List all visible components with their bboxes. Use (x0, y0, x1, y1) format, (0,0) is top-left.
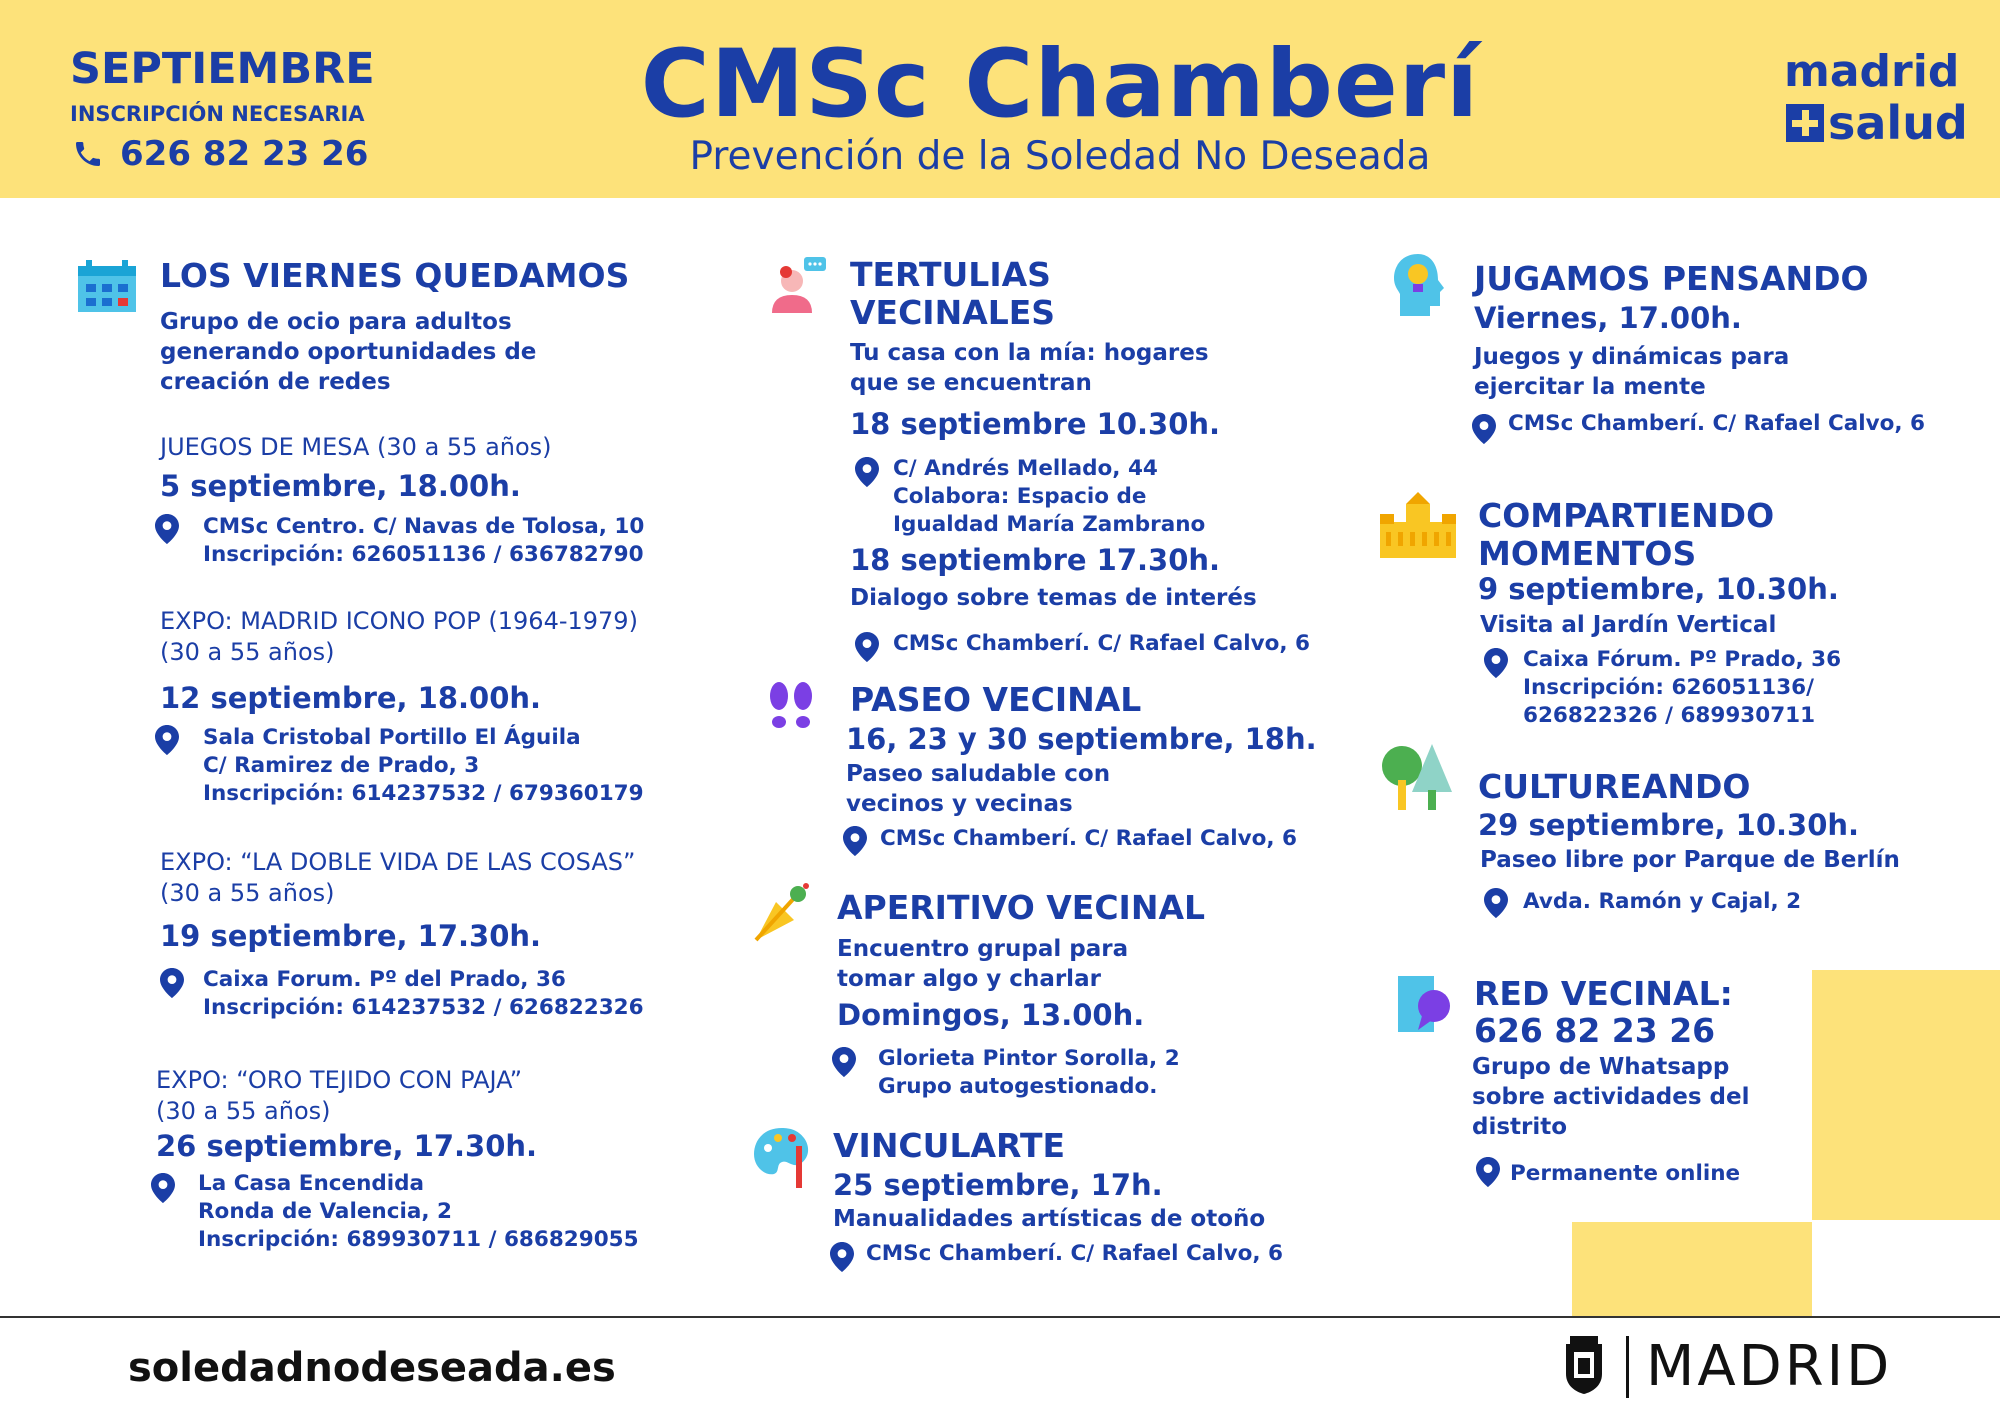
header-phone-number: 626 82 23 26 (120, 134, 369, 174)
head-bulb-icon (1390, 252, 1446, 318)
section-title-red: RED VECINAL: 626 82 23 26 (1474, 974, 1733, 1050)
event-location: CMSc Chamberí. C/ Rafael Calvo, 6 (1508, 411, 1926, 436)
event-location: CMSc Chamberí. C/ Rafael Calvo, 6 (880, 826, 1298, 851)
event-date: 12 septiembre, 18.00h. (160, 681, 542, 715)
footer-separator (1626, 1336, 1629, 1398)
website-link[interactable]: soledadnodeseada.es (128, 1345, 616, 1391)
section-title-tertulias: TERTULIAS VECINALES (850, 255, 1056, 332)
section-desc-viernes: Grupo de ocio para adultos generando oportunidades de creación de redes (160, 309, 537, 395)
section-title-aperitivo: APERITIVO VECINAL (837, 888, 1206, 927)
event-date: 16, 23 y 30 septiembre, 18h. (846, 722, 1317, 756)
event-location: Caixa Fórum. Pº Prado, 36 Inscripción: 626051136/ 626822326 / 689930711 (1523, 647, 1842, 728)
section-desc-aperitivo: Encuentro grupal para tomar algo y charlar (837, 936, 1129, 992)
footprints-icon (766, 680, 816, 730)
location-pin-icon (151, 1173, 175, 1203)
location-pin-icon (1472, 414, 1496, 444)
event-desc: Visita al Jardín Vertical (1480, 612, 1777, 638)
event-location: Permanente online (1510, 1161, 1741, 1186)
event-desc: Manualidades artísticas de otoño (833, 1206, 1266, 1232)
header-phone[interactable] (72, 134, 368, 174)
event-location: Glorieta Pintor Sorolla, 2 Grupo autogestionado. (878, 1046, 1180, 1099)
registration-note: INSCRIPCIÓN NECESARIA (70, 102, 365, 126)
section-title-jugamos: JUGAMOS PENSANDO (1474, 259, 1869, 298)
event-location: La Casa Encendida Ronda de Valencia, 2 Inscripción: 689930711 / 686829055 (198, 1171, 639, 1252)
section-desc-tertulias: Tu casa con la mía: hogares que se encuentran (850, 340, 1209, 396)
page-title: CMSc Chamberí (640, 30, 1480, 139)
section-title-paseo: PASEO VECINAL (850, 680, 1142, 719)
location-pin-icon (155, 514, 179, 544)
chat-bubbles-icon (1396, 976, 1454, 1034)
madrid-wordmark: MADRID (1646, 1334, 1893, 1399)
event-subtitle: EXPO: MADRID ICONO POP (1964-1979) (30 a 55 años) (160, 607, 638, 666)
calendar-icon (76, 258, 138, 314)
event-date: 18 septiembre 17.30h. (850, 543, 1221, 577)
madrid-crest-icon (1560, 1334, 1608, 1396)
event-date: 5 septiembre, 18.00h. (160, 469, 521, 503)
section-title-cultureando: CULTUREANDO (1478, 767, 1751, 806)
phone-icon (72, 138, 104, 170)
location-pin-icon (832, 1047, 856, 1077)
trees-icon (1380, 744, 1456, 812)
logo-salud-text: salud (1828, 96, 1968, 150)
event-location: C/ Andrés Mellado, 44 Colabora: Espacio de Igualdad María Zambrano (893, 456, 1206, 537)
section-desc-red: Grupo de Whatsapp sobre actividades del distrito (1472, 1054, 1750, 1140)
event-date: 29 septiembre, 10.30h. (1478, 808, 1860, 842)
section-desc-jugamos: Juegos y dinámicas para ejercitar la mente (1474, 344, 1790, 400)
location-pin-icon (1476, 1157, 1500, 1187)
event-subtitle: EXPO: “LA DOBLE VIDA DE LAS COSAS” (30 a 55 años) (160, 848, 636, 907)
section-desc-paseo: Paseo saludable con vecinos y vecinas (846, 761, 1111, 817)
location-pin-icon (855, 632, 879, 662)
page-subtitle: Prevención de la Soledad No Deseada (689, 134, 1431, 179)
event-location: Sala Cristobal Portillo El Águila C/ Ramirez de Prado, 3 Inscripción: 614237532 / 679360179 (203, 725, 644, 806)
event-location: CMSc Chamberí. C/ Rafael Calvo, 6 (866, 1241, 1284, 1266)
month-label: SEPTIEMBRE (70, 44, 375, 94)
section-title-vincularte: VINCULARTE (833, 1126, 1065, 1165)
location-pin-icon (1484, 888, 1508, 918)
event-date: 25 septiembre, 17h. (833, 1168, 1163, 1202)
event-subtitle: JUEGOS DE MESA (30 a 55 años) (160, 433, 552, 461)
event-date: 9 septiembre, 10.30h. (1478, 572, 1839, 606)
footer-divider (0, 1316, 2000, 1318)
location-pin-icon (855, 457, 879, 487)
event-subtitle: EXPO: “ORO TEJIDO CON PAJA” (30 a 55 años) (156, 1066, 523, 1125)
section-title-compartiendo: COMPARTIENDO MOMENTOS (1478, 496, 1775, 573)
party-icon (752, 882, 812, 944)
event-location: CMSc Centro. C/ Navas de Tolosa, 10 Inscripción: 626051136 / 636782790 (203, 514, 645, 567)
event-date: Viernes, 17.00h. (1474, 301, 1742, 335)
madrid-salud-logo-bottom (1786, 96, 1968, 150)
event-location: Caixa Forum. Pº del Prado, 36 Inscripción: 614237532 / 626822326 (203, 967, 644, 1020)
event-desc: Dialogo sobre temas de interés (850, 585, 1257, 611)
decor-block (1812, 970, 2000, 1220)
location-pin-icon (1484, 648, 1508, 678)
event-date: 18 septiembre 10.30h. (850, 407, 1221, 441)
palace-icon (1378, 492, 1458, 560)
event-date: Domingos, 13.00h. (837, 998, 1145, 1032)
plus-icon (1786, 104, 1824, 142)
decor-block (1572, 1222, 1812, 1316)
event-date: 19 septiembre, 17.30h. (160, 919, 542, 953)
event-date: 26 septiembre, 17.30h. (156, 1129, 538, 1163)
madrid-salud-logo-top: madrid (1784, 46, 1960, 97)
event-location: CMSc Chamberí. C/ Rafael Calvo, 6 (893, 631, 1311, 656)
palette-icon (752, 1124, 812, 1190)
chat-person-icon (768, 255, 828, 315)
location-pin-icon (155, 725, 179, 755)
event-desc: Paseo libre por Parque de Berlín (1480, 847, 1900, 873)
location-pin-icon (160, 968, 184, 998)
location-pin-icon (843, 826, 867, 856)
section-title-viernes: LOS VIERNES QUEDAMOS (160, 256, 630, 295)
location-pin-icon (830, 1242, 854, 1272)
event-location: Avda. Ramón y Cajal, 2 (1523, 889, 1802, 914)
